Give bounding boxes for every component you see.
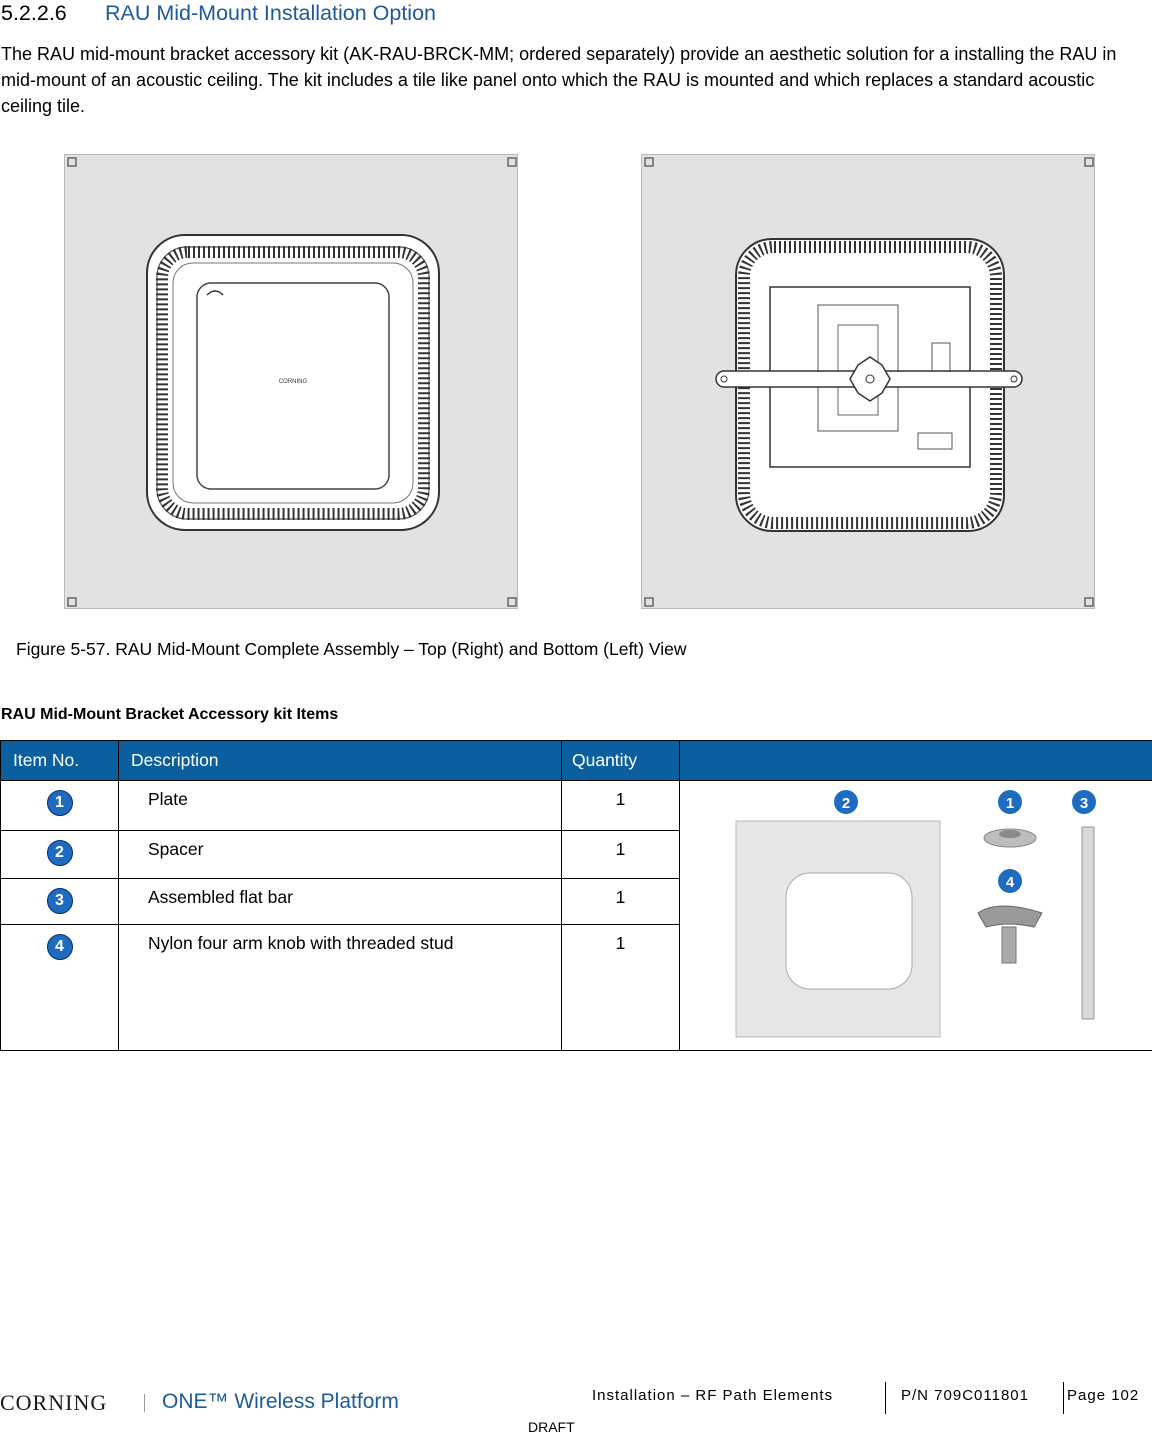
item-number-badge: 3 [47, 888, 73, 914]
corning-logo-mark: CORNING [278, 379, 308, 385]
one-wireless-logo: ONE™ Wireless Platform [162, 1390, 399, 1413]
section-number: 5.2.2.6 [1, 1, 67, 25]
callout-2: 2 [841, 795, 851, 812]
kit-image-cell [680, 781, 1152, 1051]
table-header-row [1, 741, 1152, 781]
header-description: Description [119, 741, 562, 781]
rau-bottom-view-drawing [642, 155, 1096, 610]
kit-parts-illustration [680, 781, 1152, 1049]
intro-paragraph: The RAU mid-mount bracket accessory kit (AK-RAU-BRCK-MM; ordered separately) provide an aesthetic solution for a installing the RAU in mid-mount of an acoustic ceiling. The kit includes a tile like panel onto which the RAU is mounted and which replaces a standard acoustic ceiling tile. [1, 44, 1117, 116]
item-number-badge: 4 [47, 934, 73, 960]
draft-mark: DRAFT [528, 1419, 575, 1435]
header-item-no: Item No. [1, 741, 119, 781]
header-quantity: Quantity [562, 741, 680, 781]
item-number-badge: 1 [47, 790, 73, 816]
item-description: Spacer [148, 839, 204, 859]
figure-top-view [64, 154, 518, 609]
footer-divider [885, 1382, 886, 1414]
callout-3: 3 [1079, 795, 1089, 812]
rau-top-view-drawing [65, 155, 519, 610]
section-heading [1, 0, 436, 26]
item-number-badge: 2 [47, 840, 73, 866]
corning-brand-logo: CORNING [0, 1390, 108, 1415]
callout-1: 1 [1005, 795, 1015, 812]
footer-part-number: P/N 709C011801 [901, 1387, 1029, 1404]
item-quantity: 1 [615, 789, 626, 809]
item-quantity: 1 [615, 839, 626, 859]
section-title: RAU Mid-Mount Installation Option [105, 1, 437, 25]
kit-items-table [0, 740, 1152, 1051]
item-description: Plate [148, 789, 188, 809]
figure-caption: Figure 5-57. RAU Mid-Mount Complete Assembly – Top (Right) and Bottom (Left) View [16, 639, 687, 659]
item-quantity: 1 [615, 933, 626, 953]
item-quantity: 1 [615, 887, 626, 907]
logo-divider [144, 1394, 145, 1412]
footer-divider [1063, 1382, 1064, 1414]
callout-4: 4 [1005, 874, 1015, 891]
item-description: Assembled flat bar [148, 887, 293, 907]
footer-section: Installation – RF Path Elements [592, 1387, 834, 1404]
footer-page: Page 102 [1067, 1387, 1140, 1404]
figure-bottom-view [641, 154, 1095, 609]
table-row [1, 781, 1152, 831]
kit-table-title: RAU Mid-Mount Bracket Accessory kit Items [1, 706, 339, 723]
header-image [680, 741, 1152, 781]
item-description: Nylon four arm knob with threaded stud [148, 933, 454, 953]
